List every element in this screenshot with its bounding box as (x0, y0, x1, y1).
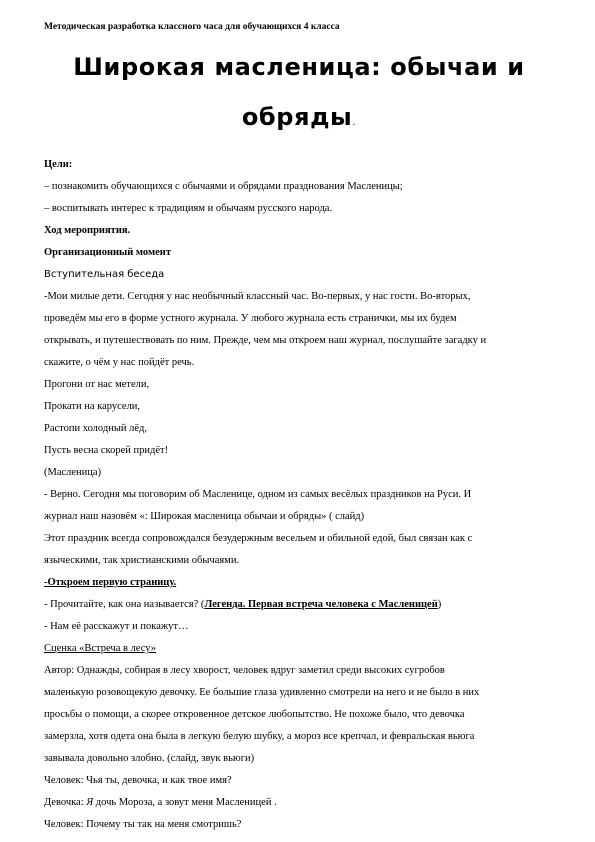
legend-title: Легенда. Первая встреча человека с Масленицей (204, 599, 438, 610)
riddle-line-2: Прокати на карусели, (44, 401, 141, 412)
document-body (44, 20, 554, 836)
author-line-1: Автор: Однажды, собирая в лесу хворост, человек вдруг заметил среди высоких сугробов (44, 665, 445, 676)
title-line-1: Широкая масленица: обычаи и (73, 53, 525, 81)
paragraph-3-line-1: Этот праздник всегда сопровождался безудержным весельем и обильной едой, был связан как с (44, 533, 473, 544)
goals-heading: Цели: (44, 159, 73, 170)
dialogue-line-2-italic: Я (86, 797, 94, 808)
org-heading: Организационный момент (44, 247, 171, 258)
goal-1: – познакомить обучающихся с обычаями и обрядами празднования Масленицы; (44, 181, 403, 192)
question-2: - Нам её расскажут и покажут… (44, 621, 189, 632)
question-1-prefix: - Прочитайте, как она называется? ( (44, 599, 205, 610)
title-line-2: обряды (241, 103, 353, 131)
header-note: Методическая разработка классного часа для обучающихся 4 класса (44, 22, 340, 32)
author-line-2: маленькую розовощекую девочку. Ее большие глаза удивленно смотрели на него и не было в них (44, 687, 480, 698)
paragraph-1-line-1: -Мои милые дети. Сегодня у нас необычный классный час. Во-первых, у нас гости. Во-вторых, (44, 291, 471, 302)
riddle-line-1: Прогони от нас метели, (44, 379, 150, 390)
riddle-answer: (Масленица) (44, 467, 102, 478)
question-1 (44, 594, 554, 616)
paragraph-2-line-1: - Верно. Сегодня мы поговорим об Масленице, одном из самых весёлых праздников на Руси. И (44, 489, 472, 500)
event-heading: Ход мероприятия. (44, 225, 131, 236)
goal-2: – воспитывать интерес к традициям и обычаям русского народа. (44, 203, 333, 214)
dialogue-line-3: Человек: Почему ты так на меня смотришь? (44, 819, 242, 830)
author-line-3: просьбы о помощи, а скорее откровенное детское любопытство. Не похоже было, что девочка (44, 709, 465, 720)
document-title (44, 42, 554, 148)
paragraph-1-line-4: скажите, о чём у нас пойдёт речь. (44, 357, 195, 368)
dialogue-line-2-prefix: Девочка: (44, 797, 87, 808)
author-line-5: завывала довольно злобно. (слайд, звук вьюги) (44, 753, 255, 764)
riddle-line-3: Растопи холодный лёд, (44, 423, 148, 434)
question-1-suffix: ) (437, 599, 442, 610)
paragraph-1-line-3: открывать, и путешествовать по ним. Прежде, чем мы откроем наш журнал, послушайте загадку и (44, 335, 487, 346)
author-line-4: замерзла, хотя одета она была в легкую белую шубку, а мороз все крепчал, и февральская вьюга (44, 731, 475, 742)
paragraph-1-line-2: проведём мы его в форме устного журнала. У любого журнала есть странички, мы их будем (44, 313, 457, 324)
dialogue-line-2-rest: дочь Мороза, а зовут меня Масленицей . (93, 797, 277, 808)
paragraph-3-line-2: языческими, так христианскими обычаями. (44, 555, 240, 566)
title-dot: . (352, 117, 357, 128)
first-page-heading: -Откроем первую страницу. (44, 577, 177, 588)
paragraph-2-line-2: журнал наш назовём «: Широкая масленица обычаи и обряды» ( слайд) (44, 511, 365, 522)
dialogue-line-1: Человек: Чья ты, девочка, и как твое имя? (44, 775, 232, 786)
intro-heading: Вступительная беседа (44, 269, 165, 280)
scene-title: Сценка «Встреча в лесу» (44, 643, 157, 654)
riddle-line-4: Пусть весна скорей придёт! (44, 445, 169, 456)
dialogue-line-2 (44, 792, 554, 814)
